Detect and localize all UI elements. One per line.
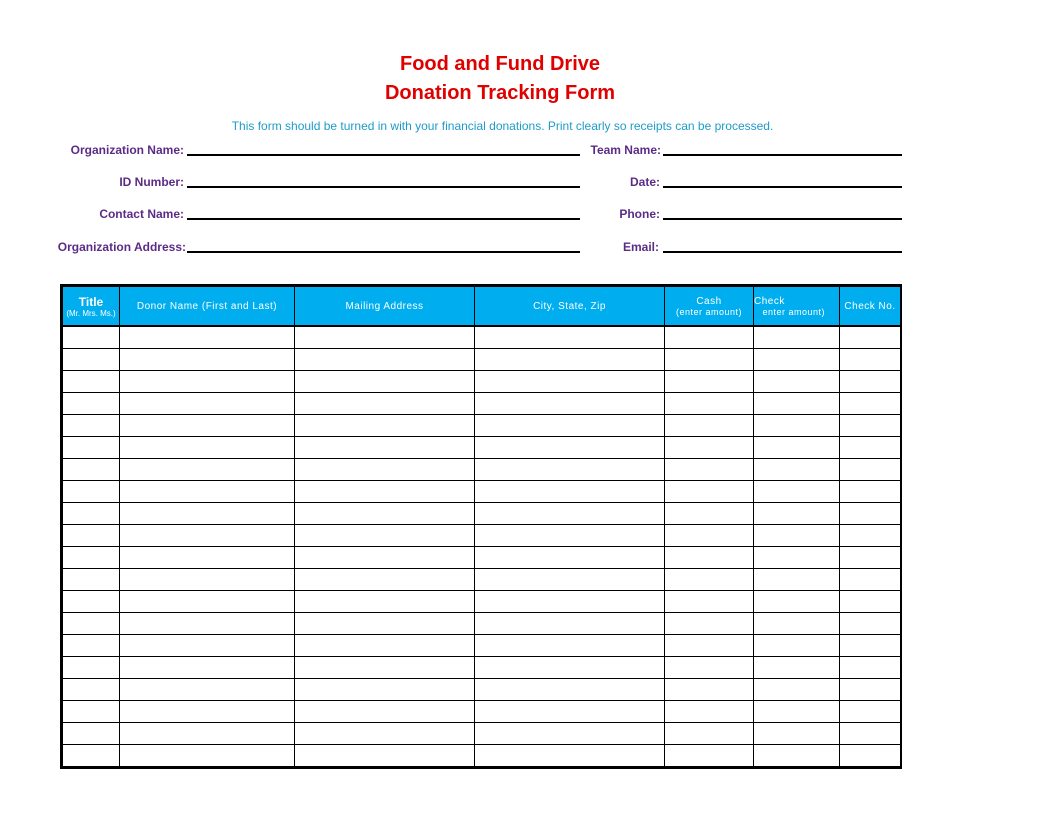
col-header-cash-label: Cash — [696, 295, 722, 307]
cell-title[interactable] — [63, 436, 120, 458]
cell-cash[interactable] — [665, 656, 754, 678]
cell-donor-name[interactable] — [120, 744, 295, 766]
email-label: Email: — [622, 240, 659, 254]
table-row — [63, 722, 901, 744]
table-row — [63, 744, 901, 766]
cell-check[interactable] — [754, 722, 840, 744]
cell-mailing-address[interactable] — [295, 392, 475, 414]
col-header-check-label: Check — [754, 295, 785, 307]
table-row — [63, 634, 901, 656]
table-row — [63, 678, 901, 700]
cell-city-state-zip[interactable] — [475, 722, 665, 744]
cell-title[interactable] — [63, 678, 120, 700]
table-row — [63, 568, 901, 590]
cell-check[interactable] — [754, 392, 840, 414]
cell-check-no[interactable] — [840, 744, 901, 766]
cell-check-no[interactable] — [840, 700, 901, 722]
cell-cash[interactable] — [665, 722, 754, 744]
cell-mailing-address[interactable] — [295, 590, 475, 612]
cell-donor-name[interactable] — [120, 436, 295, 458]
cell-mailing-address[interactable] — [295, 634, 475, 656]
cell-check[interactable] — [754, 349, 840, 371]
cell-title[interactable] — [63, 722, 120, 744]
col-header-title-label: Title — [78, 294, 104, 309]
col-header-title — [63, 287, 120, 327]
cell-check[interactable] — [754, 371, 840, 393]
cell-check[interactable] — [754, 546, 840, 568]
cell-cash[interactable] — [665, 524, 754, 546]
cell-title[interactable] — [63, 656, 120, 678]
cell-title[interactable] — [63, 744, 120, 766]
cell-city-state-zip[interactable] — [475, 371, 665, 393]
cell-cash[interactable] — [665, 480, 754, 502]
donation-table — [62, 286, 901, 767]
cell-check[interactable] — [754, 656, 840, 678]
cell-mailing-address[interactable] — [295, 744, 475, 766]
cell-check-no[interactable] — [840, 590, 901, 612]
table-row — [63, 546, 901, 568]
cell-check[interactable] — [754, 590, 840, 612]
table-row — [63, 502, 901, 524]
col-header-cash-sub: (enter amount) — [675, 306, 743, 317]
cell-check[interactable] — [754, 612, 840, 634]
id-number-line[interactable] — [187, 186, 580, 188]
cell-donor-name[interactable] — [120, 656, 295, 678]
table-row — [63, 414, 901, 436]
cell-mailing-address[interactable] — [295, 480, 475, 502]
cell-check-no[interactable] — [840, 678, 901, 700]
cell-donor-name[interactable] — [120, 634, 295, 656]
cell-title[interactable] — [63, 371, 120, 393]
col-header-city-state-zip: City, State, Zip — [475, 287, 665, 327]
table-row — [63, 480, 901, 502]
cell-donor-name[interactable] — [120, 700, 295, 722]
cell-donor-name[interactable] — [120, 722, 295, 744]
cell-check-no[interactable] — [840, 546, 901, 568]
organization-address-label: Organization Address: — [57, 240, 186, 254]
cell-cash[interactable] — [665, 458, 754, 480]
cell-title[interactable] — [63, 414, 120, 436]
cell-check-no[interactable] — [840, 371, 901, 393]
form-title-line-2: Donation Tracking Form — [384, 82, 616, 104]
cell-cash[interactable] — [665, 590, 754, 612]
organization-address-line[interactable] — [187, 251, 580, 253]
col-header-cash — [665, 287, 754, 327]
cell-check[interactable] — [754, 326, 840, 349]
cell-mailing-address[interactable] — [295, 700, 475, 722]
cell-check-no[interactable] — [840, 656, 901, 678]
cell-city-state-zip[interactable] — [475, 524, 665, 546]
cell-city-state-zip[interactable] — [475, 546, 665, 568]
cell-check[interactable] — [754, 700, 840, 722]
cell-cash[interactable] — [665, 678, 754, 700]
cell-donor-name[interactable] — [120, 458, 295, 480]
cell-donor-name[interactable] — [120, 546, 295, 568]
cell-check-no[interactable] — [840, 349, 901, 371]
cell-check[interactable] — [754, 414, 840, 436]
cell-mailing-address[interactable] — [295, 568, 475, 590]
phone-label: Phone: — [619, 207, 660, 221]
cell-cash[interactable] — [665, 349, 754, 371]
date-line[interactable] — [663, 186, 902, 188]
cell-donor-name[interactable] — [120, 590, 295, 612]
table-row — [63, 458, 901, 480]
cell-city-state-zip[interactable] — [475, 568, 665, 590]
cell-city-state-zip[interactable] — [475, 480, 665, 502]
col-header-mailing-address: Mailing Address — [295, 287, 475, 327]
cell-city-state-zip[interactable] — [475, 744, 665, 766]
cell-cash[interactable] — [665, 502, 754, 524]
cell-city-state-zip[interactable] — [475, 656, 665, 678]
cell-mailing-address[interactable] — [295, 546, 475, 568]
cell-city-state-zip[interactable] — [475, 458, 665, 480]
cell-mailing-address[interactable] — [295, 678, 475, 700]
cell-city-state-zip[interactable] — [475, 414, 665, 436]
col-header-check-sub: enter amount) — [762, 306, 825, 317]
cell-title[interactable] — [63, 568, 120, 590]
cell-mailing-address[interactable] — [295, 436, 475, 458]
cell-cash[interactable] — [665, 371, 754, 393]
table-row — [63, 524, 901, 546]
cell-city-state-zip[interactable] — [475, 612, 665, 634]
cell-check[interactable] — [754, 524, 840, 546]
cell-cash[interactable] — [665, 392, 754, 414]
cell-title[interactable] — [63, 524, 120, 546]
cell-mailing-address[interactable] — [295, 502, 475, 524]
cell-donor-name[interactable] — [120, 524, 295, 546]
team-name-line[interactable] — [663, 154, 902, 156]
cell-title[interactable] — [63, 502, 120, 524]
cell-check[interactable] — [754, 458, 840, 480]
table-row — [63, 326, 901, 349]
cell-donor-name[interactable] — [120, 349, 295, 371]
instructions-text: This form should be turned in with your financial donations. Print clearly so receipts can be processed. — [231, 119, 774, 133]
table-row — [63, 612, 901, 634]
cell-cash[interactable] — [665, 436, 754, 458]
cell-cash[interactable] — [665, 744, 754, 766]
cell-city-state-zip[interactable] — [475, 678, 665, 700]
cell-cash[interactable] — [665, 700, 754, 722]
cell-cash[interactable] — [665, 326, 754, 349]
cell-city-state-zip[interactable] — [475, 349, 665, 371]
cell-title[interactable] — [63, 480, 120, 502]
team-name-label: Team Name: — [590, 143, 661, 157]
cell-city-state-zip[interactable] — [475, 590, 665, 612]
cell-cash[interactable] — [665, 414, 754, 436]
date-label: Date: — [629, 175, 660, 189]
cell-check[interactable] — [754, 678, 840, 700]
cell-check[interactable] — [754, 634, 840, 656]
col-header-donor-name: Donor Name (First and Last) — [120, 287, 295, 327]
cell-city-state-zip[interactable] — [475, 436, 665, 458]
table-body — [63, 326, 901, 767]
email-line[interactable] — [663, 251, 902, 253]
table-row — [63, 590, 901, 612]
cell-check-no[interactable] — [840, 414, 901, 436]
cell-check[interactable] — [754, 502, 840, 524]
cell-city-state-zip[interactable] — [475, 326, 665, 349]
cell-title[interactable] — [63, 458, 120, 480]
cell-title[interactable] — [63, 546, 120, 568]
cell-donor-name[interactable] — [120, 480, 295, 502]
cell-mailing-address[interactable] — [295, 722, 475, 744]
cell-donor-name[interactable] — [120, 678, 295, 700]
cell-title[interactable] — [63, 612, 120, 634]
cell-check[interactable] — [754, 568, 840, 590]
cell-city-state-zip[interactable] — [475, 502, 665, 524]
cell-check[interactable] — [754, 480, 840, 502]
cell-city-state-zip[interactable] — [475, 634, 665, 656]
col-header-check-no: Check No. — [840, 287, 901, 327]
cell-check-no[interactable] — [840, 634, 901, 656]
cell-mailing-address[interactable] — [295, 371, 475, 393]
cell-donor-name[interactable] — [120, 392, 295, 414]
table-row — [63, 392, 901, 414]
cell-check-no[interactable] — [840, 612, 901, 634]
cell-mailing-address[interactable] — [295, 612, 475, 634]
cell-check-no[interactable] — [840, 458, 901, 480]
cell-mailing-address[interactable] — [295, 458, 475, 480]
col-header-check — [754, 287, 840, 327]
table-row — [63, 700, 901, 722]
cell-check-no[interactable] — [840, 436, 901, 458]
cell-donor-name[interactable] — [120, 568, 295, 590]
cell-check-no[interactable] — [840, 502, 901, 524]
cell-donor-name[interactable] — [120, 612, 295, 634]
cell-mailing-address[interactable] — [295, 326, 475, 349]
cell-check[interactable] — [754, 744, 840, 766]
form-title-line-1: Food and Fund Drive — [400, 53, 600, 75]
organization-name-line[interactable] — [187, 154, 580, 156]
organization-name-label: Organization Name: — [70, 143, 184, 157]
col-header-title-sub: (Mr. Mrs. Ms.) — [66, 308, 116, 318]
cell-check-no[interactable] — [840, 722, 901, 744]
cell-city-state-zip[interactable] — [475, 392, 665, 414]
cell-check-no[interactable] — [840, 480, 901, 502]
cell-check-no[interactable] — [840, 524, 901, 546]
cell-title[interactable] — [63, 590, 120, 612]
phone-line[interactable] — [663, 218, 902, 220]
cell-title[interactable] — [63, 326, 120, 349]
cell-mailing-address[interactable] — [295, 414, 475, 436]
cell-check[interactable] — [754, 436, 840, 458]
cell-cash[interactable] — [665, 612, 754, 634]
cell-city-state-zip[interactable] — [475, 700, 665, 722]
cell-cash[interactable] — [665, 546, 754, 568]
cell-mailing-address[interactable] — [295, 524, 475, 546]
cell-mailing-address[interactable] — [295, 656, 475, 678]
cell-title[interactable] — [63, 700, 120, 722]
table-row — [63, 371, 901, 393]
cell-donor-name[interactable] — [120, 502, 295, 524]
contact-name-label: Contact Name: — [99, 207, 184, 221]
contact-name-line[interactable] — [187, 218, 580, 220]
cell-check-no[interactable] — [840, 568, 901, 590]
cell-cash[interactable] — [665, 568, 754, 590]
table-row — [63, 656, 901, 678]
cell-donor-name[interactable] — [120, 326, 295, 349]
cell-mailing-address[interactable] — [295, 349, 475, 371]
table-row — [63, 436, 901, 458]
cell-check-no[interactable] — [840, 392, 901, 414]
cell-title[interactable] — [63, 392, 120, 414]
cell-check-no[interactable] — [840, 326, 901, 349]
cell-donor-name[interactable] — [120, 371, 295, 393]
cell-title[interactable] — [63, 634, 120, 656]
donation-table-frame — [60, 284, 902, 769]
table-row — [63, 349, 901, 371]
cell-title[interactable] — [63, 349, 120, 371]
cell-donor-name[interactable] — [120, 414, 295, 436]
id-number-label: ID Number: — [119, 175, 184, 189]
cell-cash[interactable] — [665, 634, 754, 656]
table-header-row — [63, 287, 901, 327]
